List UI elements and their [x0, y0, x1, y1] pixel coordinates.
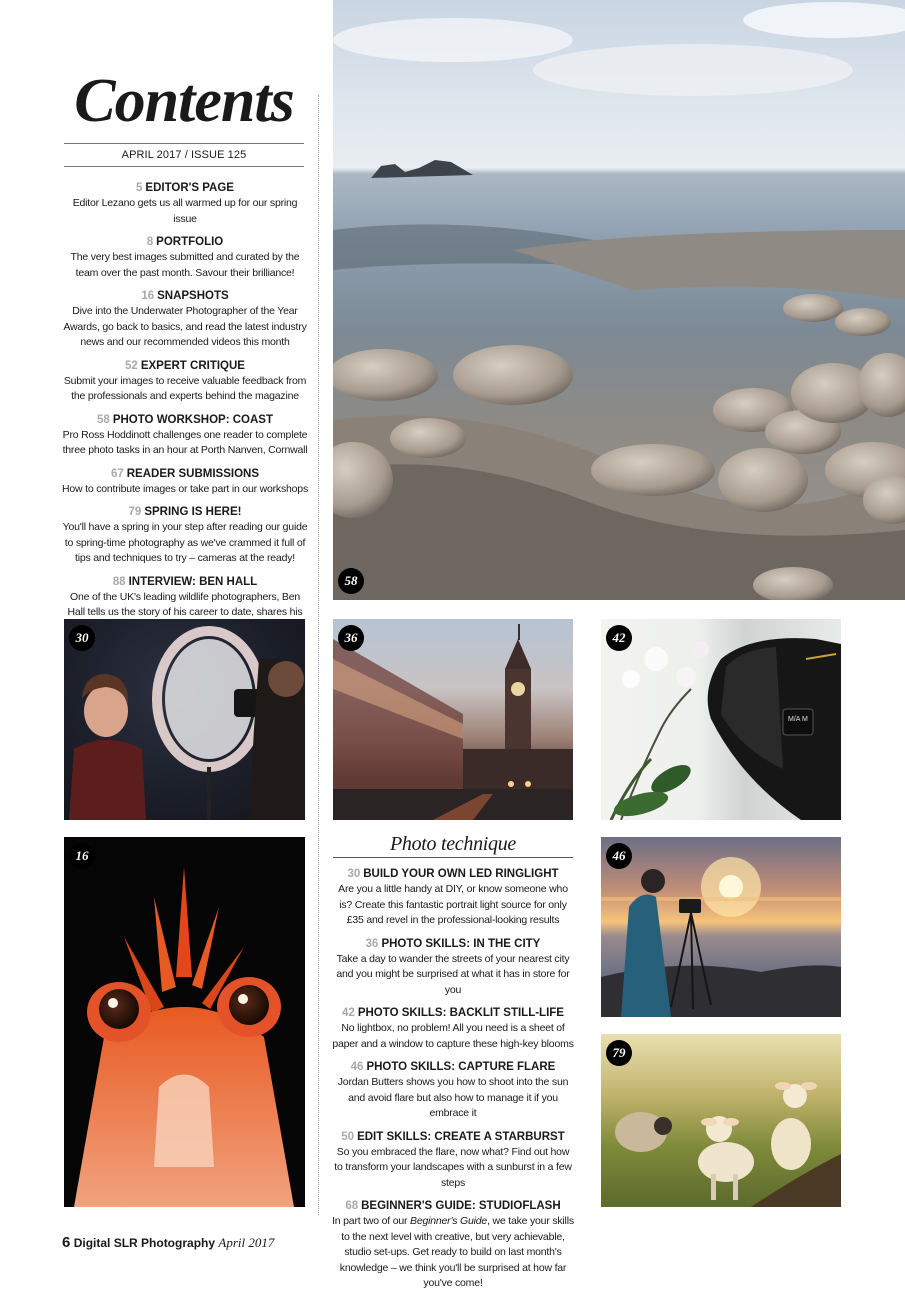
issue-line: APRIL 2017 / ISSUE 125	[64, 143, 304, 167]
toc-description: One of the UK's leading wildlife photographers, Ben Hall tells us the story of his career to date, shares his	[67, 590, 303, 618]
section-title: Photo technique	[333, 831, 573, 858]
page-badge-42: 42	[606, 625, 632, 651]
toc-title: EXPERT CRITIQUE	[140, 359, 245, 372]
toc-title: PHOTO SKILLS: BACKLIT STILL-LIFE	[357, 1007, 564, 1019]
toc-title: PORTFOLIO	[156, 236, 224, 248]
page-number: 68	[345, 1200, 359, 1212]
toc-description: The very best images submitted and curated by the team over the past month. Savour their brilliance!	[70, 251, 300, 279]
ringlight-photo	[64, 619, 305, 820]
toc-title: PHOTO SKILLS: CAPTURE FLARE	[366, 1061, 556, 1073]
page-number: 79	[128, 506, 142, 518]
toc-title: EDITOR'S PAGE	[145, 182, 234, 194]
issue-date: April 2017	[218, 1235, 275, 1250]
toc-item-expert-critique[interactable]	[62, 359, 308, 405]
toc-title: PHOTO SKILLS: IN THE CITY	[381, 937, 541, 950]
ringlight-photo-art	[64, 619, 305, 820]
toc-item-in-the-city[interactable]	[332, 937, 574, 999]
page-number: 46	[350, 1061, 364, 1073]
toc-item-portfolio[interactable]	[62, 235, 308, 281]
toc-description-pre: In part two of our	[332, 1215, 411, 1227]
coast-photo-art	[333, 0, 905, 600]
snapshots-photo-art	[64, 837, 305, 1207]
toc-list-technique	[332, 867, 574, 1300]
toc-item-reader-submissions[interactable]	[62, 467, 308, 498]
coast-photo	[333, 0, 905, 600]
svg-text:M/A M: M/A M	[788, 716, 808, 723]
toc-description: Take a day to wander the streets of your nearest city and you might be surprised at what it has in store for you	[336, 952, 570, 996]
toc-description: Editor Lezano gets us all warmed up for our spring issue	[72, 197, 298, 225]
snapshots-photo	[64, 837, 305, 1207]
page-number: 67	[110, 467, 124, 480]
page-badge-58: 58	[338, 568, 364, 594]
toc-item-spring[interactable]	[62, 505, 308, 567]
toc-title: INTERVIEW: BEN HALL	[128, 575, 258, 588]
page-number: 8	[146, 236, 154, 248]
city-photo-art	[333, 619, 573, 820]
toc-title: SPRING IS HERE!	[144, 506, 242, 518]
page-number: 42	[342, 1007, 355, 1019]
page-footer	[62, 1234, 274, 1251]
toc-list-main	[62, 181, 308, 660]
toc-title: BUILD YOUR OWN LED RINGLIGHT	[363, 868, 559, 880]
toc-description: So you embraced the flare, now what? Find out how to transform your landscapes with a sunburst in a few steps	[334, 1145, 572, 1189]
page-badge-36: 36	[338, 625, 364, 651]
toc-item-snapshots[interactable]	[62, 289, 308, 351]
toc-item-backlit-still-life[interactable]	[332, 1006, 574, 1052]
page-title: Contents	[74, 67, 294, 135]
toc-item-editors-page[interactable]	[62, 181, 308, 227]
page-number: 50	[341, 1130, 355, 1143]
spring-photo	[601, 1034, 841, 1207]
toc-description: You'll have a spring in your step after reading our guide to spring-time photography as we've crammed it full of tips and techniques to try – cameras at the ready!	[62, 521, 308, 564]
toc-description: Submit your images to receive valuable feedback from the professionals and experts behind the magazine	[63, 374, 307, 402]
toc-description: Are you a little handy at DIY, or know someone who is? Create this fantastic portrait light source for only £35 and revel in the professional-looking results	[338, 883, 568, 926]
page-number: 16	[141, 290, 155, 302]
toc-title: EDIT SKILLS: CREATE A STARBURST	[357, 1130, 565, 1143]
toc-description: How to contribute images or take part in our workshops	[62, 482, 308, 495]
page-number: 52	[125, 359, 138, 372]
city-photo	[333, 619, 573, 820]
toc-item-studioflash[interactable]	[332, 1199, 574, 1292]
page-badge-79: 79	[606, 1040, 632, 1066]
still-life-photo-art	[601, 619, 841, 820]
toc-description: Pro Ross Hoddinott challenges one reader to complete three photo tasks in an hour at Porth Nanven, Cornwall	[62, 428, 308, 456]
folio-page-number: 6	[62, 1234, 71, 1251]
page-number: 5	[136, 182, 143, 194]
magazine-name: Digital SLR Photography	[73, 1236, 216, 1250]
flare-photo-art	[601, 837, 841, 1017]
toc-title: SNAPSHOTS	[157, 290, 229, 302]
toc-item-starburst[interactable]	[332, 1130, 574, 1192]
toc-item-led-ringlight[interactable]	[332, 867, 574, 929]
toc-title: BEGINNER'S GUIDE: STUDIOFLASH	[361, 1200, 561, 1212]
toc-description-emphasis: Beginner's Guide	[410, 1215, 488, 1227]
toc-item-capture-flare[interactable]	[332, 1060, 574, 1122]
toc-description: Jordan Butters shows you how to shoot into the sun and avoid flare but also how to manage it if you embrace it	[337, 1076, 569, 1119]
page-number: 30	[347, 868, 361, 880]
flare-photo	[601, 837, 841, 1017]
still-life-photo	[601, 619, 841, 820]
toc-item-photo-workshop[interactable]	[62, 413, 308, 459]
page-badge-46: 46	[606, 843, 632, 869]
toc-description-post: , we take your skills to the next level with creative, but very achievable, studio set-ups. Get ready to build on last month's knowledge – we think you'll be surprised at how far you've come!	[339, 1215, 574, 1289]
toc-description: Dive into the Underwater Photographer of the Year Awards, go back to basics, and read the latest industry news and our recommended videos this month	[63, 305, 307, 348]
page-badge-30: 30	[69, 625, 95, 651]
page-number: 58	[97, 413, 110, 426]
page-number: 36	[365, 937, 379, 950]
spring-photo-art	[601, 1034, 841, 1207]
toc-title: PHOTO WORKSHOP: COAST	[112, 413, 273, 426]
page-badge-16: 16	[69, 843, 95, 869]
toc-description: No lightbox, no problem! All you need is a sheet of paper and a window to capture these high-key blooms	[332, 1022, 574, 1050]
toc-title: READER SUBMISSIONS	[126, 467, 260, 480]
page-number: 88	[112, 575, 126, 588]
column-divider	[318, 95, 319, 1215]
